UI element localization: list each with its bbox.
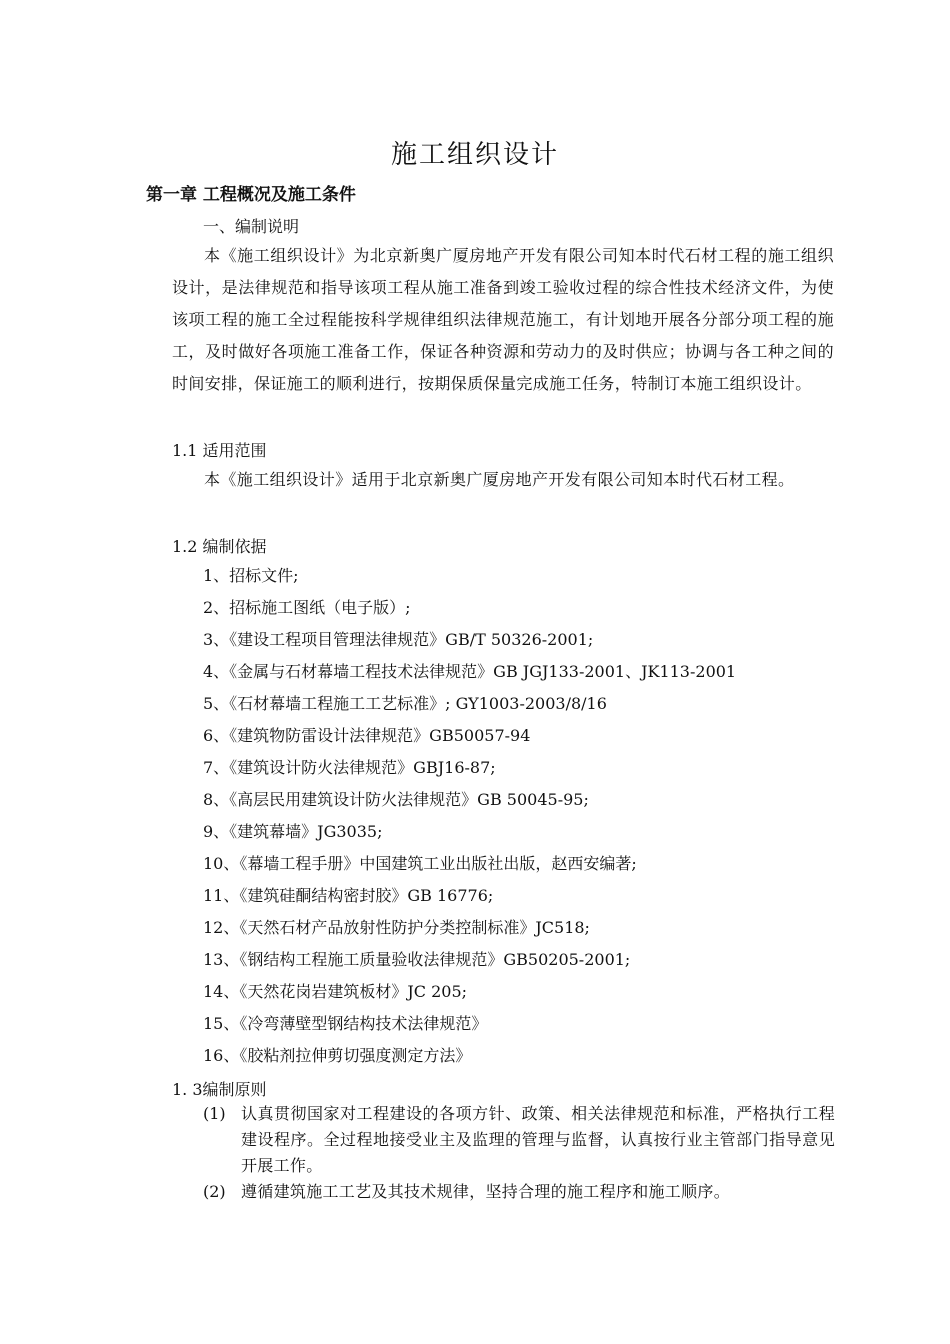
- list-item: 8、《高层民用建筑设计防火法律规范》GB 50045-95;: [203, 790, 589, 809]
- section-heading-scope: 1.1 适用范围: [172, 441, 267, 460]
- chapter-heading: 第一章 工程概况及施工条件: [146, 185, 356, 205]
- list-item: 4、《金属与石材幕墙工程技术法律规范》GB JGJ133-2001、JK113-2001: [203, 662, 737, 681]
- section-heading-principles: 1. 3编制原则: [172, 1080, 267, 1099]
- principle-number: (1): [203, 1104, 226, 1123]
- list-item: 12、《天然石材产品放射性防护分类控制标准》JC518;: [203, 918, 590, 937]
- list-item: 13、《钢结构工程施工质量验收法律规范》GB50205-2001;: [203, 950, 631, 969]
- list-item: 5、《石材幕墙工程施工工艺标准》; GY1003-2003/8/16: [203, 694, 607, 713]
- section-heading-compilation-notes: 一、编制说明: [203, 217, 300, 236]
- principle-text: 认真贯彻国家对工程建设的各项方针、政策、相关法律规范和标准，严格执行工程建设程序。全过程地接受业主及监理的管理与监督，认真按行业主管部门指导意见开展工作。: [241, 1104, 835, 1175]
- list-item: 10、《幕墙工程手册》中国建筑工业出版社出版，赵西安编著;: [203, 854, 637, 873]
- list-item: 14、《天然花岗岩建筑板材》JC 205;: [203, 982, 468, 1001]
- document-title: 施工组织设计: [390, 140, 559, 170]
- list-item: 16、《胶粘剂拉伸剪切强度测定方法》: [203, 1046, 472, 1065]
- list-item: 3、《建设工程项目管理法律规范》GB/T 50326-2001;: [203, 630, 594, 649]
- principle-item: [203, 1179, 835, 1205]
- principle-number: (2): [203, 1182, 226, 1201]
- intro-paragraph: 本《施工组织设计》为北京新奥广厦房地产开发有限公司知本时代石材工程的施工组织设计，是法律规范和指导该项工程从施工准备到竣工验收过程的综合性技术经济文件，为使该项工程的施工全过程能按科学规律组织法律规范施工，有计划地开展各分部分项工程的施工，及时做好各项施工准备工作，保证各种资源和劳动力的及时供应；协调与各工种之间的时间安排，保证施工的顺利进行，按期保质保量完成施工任务，特制订本施工组织设计。: [172, 246, 834, 393]
- scope-paragraph: 本《施工组织设计》适用于北京新奥广厦房地产开发有限公司知本时代石材工程。: [204, 470, 795, 489]
- section-heading-basis: 1.2 编制依据: [172, 537, 267, 556]
- basis-list: [203, 560, 736, 1072]
- list-item: 11、《建筑硅酮结构密封胶》GB 16776;: [203, 886, 494, 905]
- list-item: 15、《冷弯薄壁型钢结构技术法律规范》: [203, 1014, 488, 1033]
- list-item: 6、《建筑物防雷设计法律规范》GB50057-94: [203, 726, 531, 745]
- principle-item: [203, 1101, 835, 1179]
- list-item: 7、《建筑设计防火法律规范》GBJ16-87;: [203, 758, 496, 777]
- list-item: 2、招标施工图纸（电子版）;: [203, 598, 411, 617]
- list-item: 9、《建筑幕墙》JG3035;: [203, 822, 383, 841]
- principle-text: 遵循建筑施工工艺及其技术规律，坚持合理的施工程序和施工顺序。: [241, 1182, 731, 1201]
- list-item: 1、招标文件;: [203, 566, 299, 585]
